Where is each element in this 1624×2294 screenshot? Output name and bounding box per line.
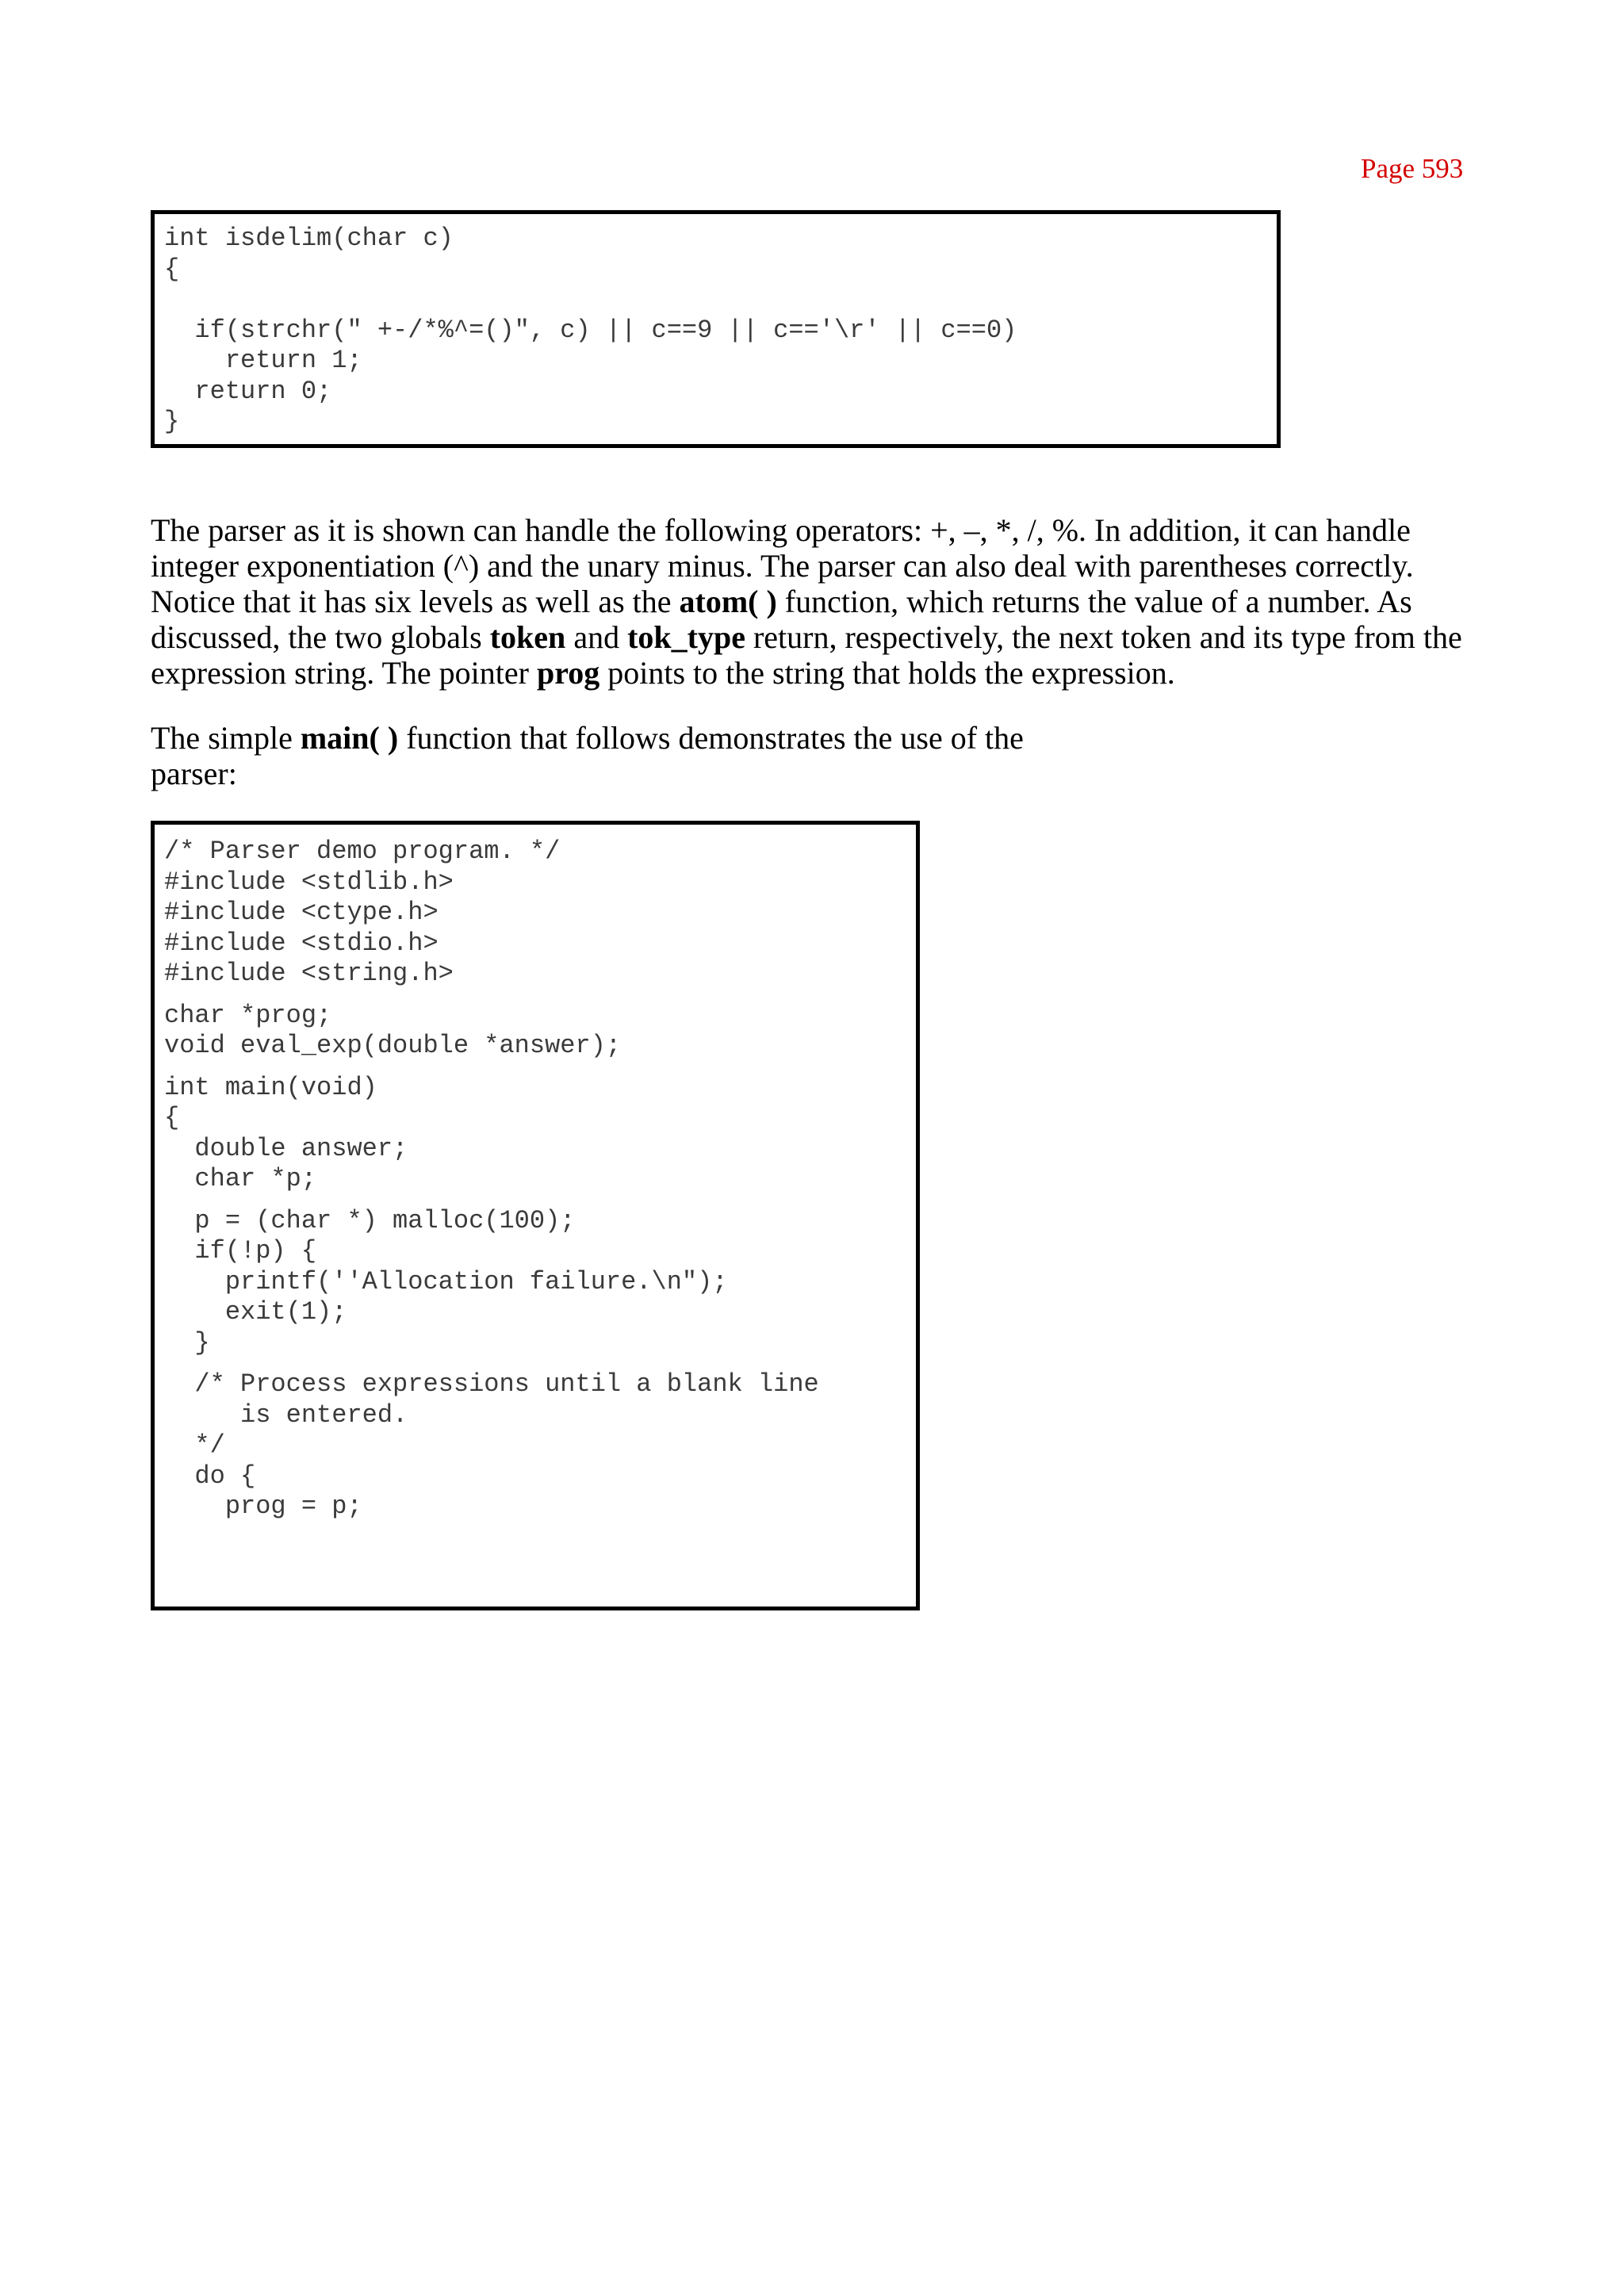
code-line: /* Process expressions until a blank line (164, 1369, 819, 1399)
code-line: #include <ctype.h> (164, 898, 439, 927)
code-listing (164, 1073, 916, 1195)
code-line: char *p; (164, 1164, 317, 1193)
code-line: #include <stdio.h> (164, 928, 439, 958)
code-line: return 1; (164, 346, 362, 375)
code-line: p = (char *) malloc(100); (164, 1205, 576, 1235)
code-block-isdelim (151, 210, 1281, 448)
bold-term: prog (536, 655, 600, 691)
code-line: } (164, 407, 180, 436)
code-line: exit(1); (164, 1297, 347, 1327)
code-line: int isdelim(char c) (164, 224, 454, 253)
code-line: do { (164, 1461, 256, 1491)
code-line: is entered. (164, 1400, 408, 1430)
code-line: */ (164, 1430, 225, 1460)
code-line: /* Parser demo program. */ (164, 837, 561, 866)
code-line: int main(void) (164, 1072, 377, 1102)
code-listing (164, 224, 1277, 438)
page-number: Page 593 (1361, 153, 1464, 184)
code-line: void eval_exp(double *answer); (164, 1031, 622, 1060)
bold-term: tok_type (627, 619, 745, 655)
code-line: { (164, 254, 180, 284)
code-line: double answer; (164, 1133, 408, 1163)
code-listing (164, 1369, 916, 1522)
bold-term: main( ) (300, 720, 399, 756)
code-line: if(!p) { (164, 1236, 317, 1266)
code-listing (164, 837, 916, 990)
code-line: { (164, 1103, 180, 1132)
code-line: if(strchr(" +-/*%^=()", c) || c==9 || c=='\r' || c==0) (164, 315, 1017, 345)
code-line: #include <string.h> (164, 959, 454, 988)
code-line: } (164, 1327, 210, 1358)
bold-term: atom( ) (679, 584, 777, 619)
code-line: #include <stdlib.h> (164, 867, 454, 897)
code-listing (164, 1206, 916, 1359)
paragraph-operators: The parser as it is shown can handle the following operators: +, –, *, /, %. In addition, it can handle integer exponentiation (^) and the unary minus. The parser can also deal with parentheses correctly. Notice that it has six levels as well as the atom( ) function, which returns the value of a number. As discussed, the two globals token and tok_type return, respectively, the next token and its type from the expression string. The pointer prog points to the string that holds the expression. (151, 512, 1462, 691)
bold-term: token (489, 619, 566, 655)
code-line: char *prog; (164, 1000, 332, 1030)
code-line: prog = p; (164, 1492, 362, 1521)
code-line: return 0; (164, 376, 332, 406)
code-listing (164, 1001, 916, 1062)
code-line: printf(''Allocation failure.\n"); (164, 1266, 728, 1296)
paragraph-main-intro: The simple main( ) function that follows demonstrates the use of the parser: (151, 720, 1024, 791)
code-block-parser-demo (151, 821, 920, 1610)
